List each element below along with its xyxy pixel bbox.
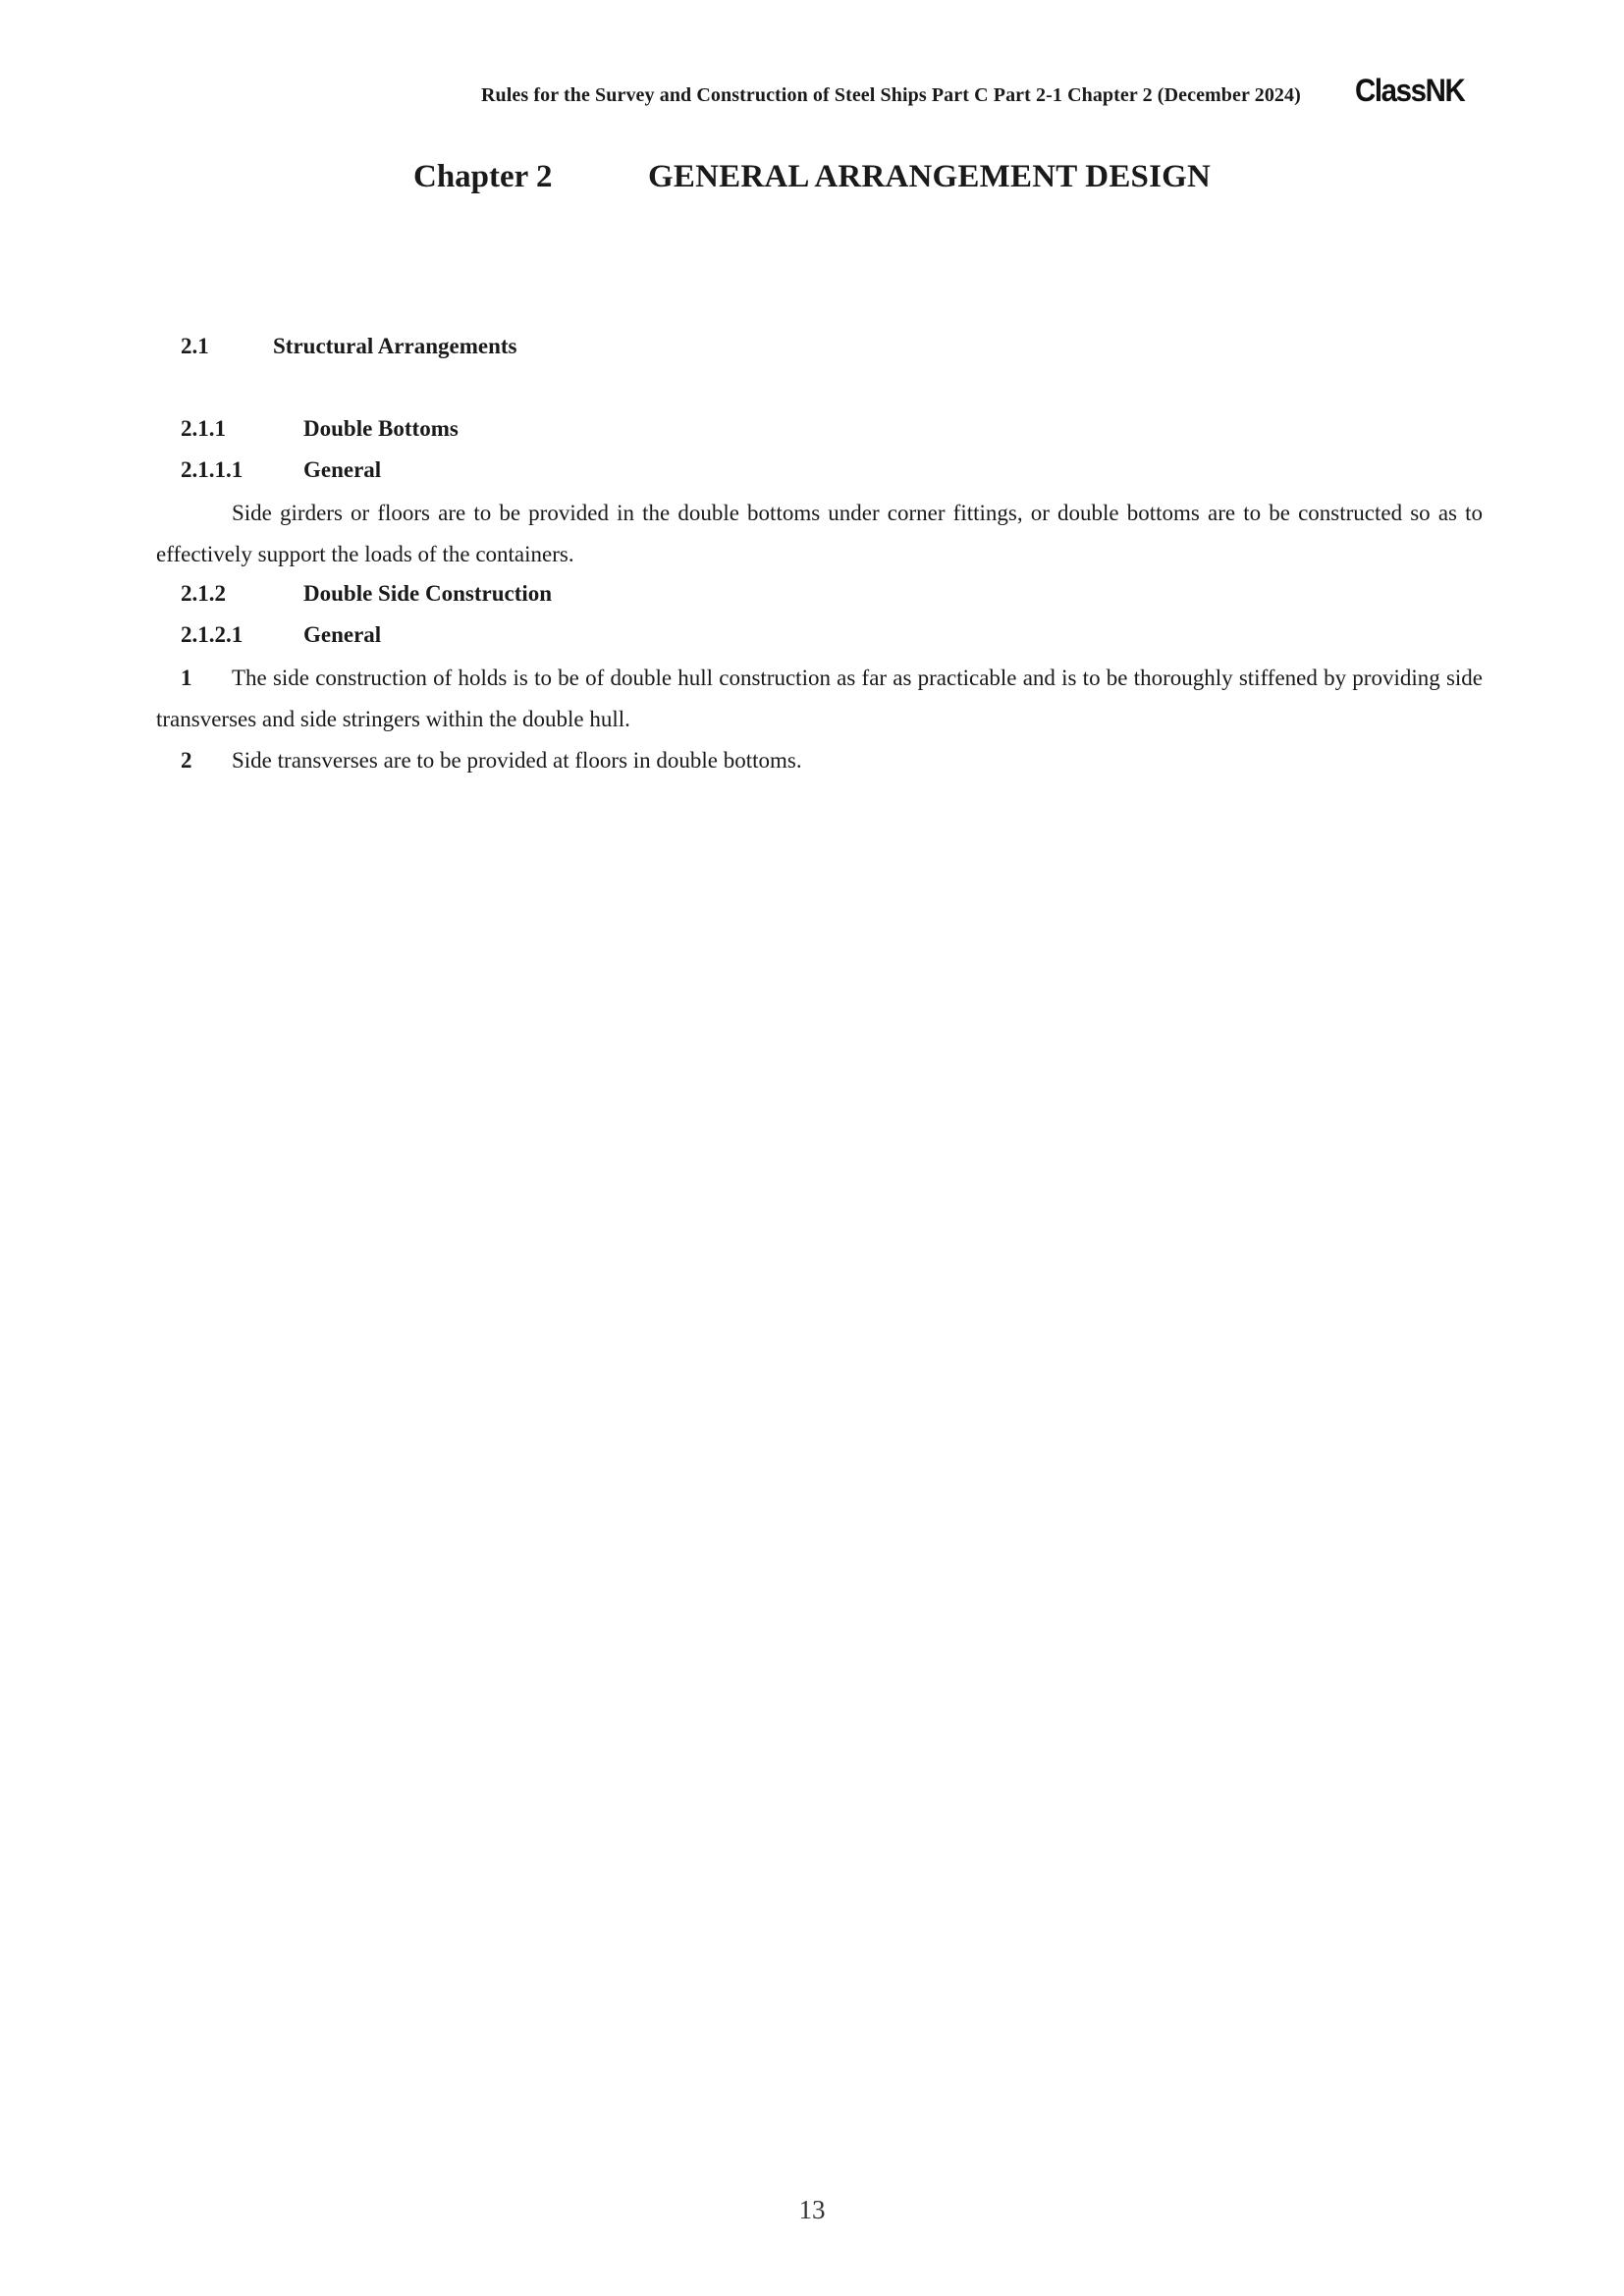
paragraph: Side girders or floors are to be provided in the double bottoms under corner fittings, or double bottoms are to be constructed so as to effectively support the loads of the containers.: [156, 501, 1483, 566]
subsubsection-title: General: [303, 457, 382, 482]
page-number: 13: [798, 2195, 826, 2224]
subsection-number: 2.1.1: [181, 416, 226, 441]
subsection-number: 2.1.2: [181, 581, 226, 606]
chapter-title: GENERAL ARRANGEMENT DESIGN: [648, 159, 1212, 194]
running-header: Rules for the Survey and Construction of Steel Ships Part C Part 2-1 Chapter 2 (December 2024): [481, 84, 1301, 106]
subsubsection-number: 2.1.2.1: [181, 622, 244, 647]
numbered-paragraph: [156, 740, 1483, 781]
paragraph-number: 1: [181, 666, 192, 690]
chapter-number: Chapter 2: [413, 159, 553, 194]
subsection-title: Double Bottoms: [303, 416, 459, 441]
section-number: 2.1: [181, 334, 209, 358]
subsubsection-title: General: [303, 622, 382, 647]
subsubsection-number: 2.1.1.1: [181, 457, 244, 482]
subsection-title: Double Side Construction: [303, 581, 553, 606]
paragraph-number: 2: [181, 748, 192, 773]
paragraph-text: Side transverses are to be provided at floors in double bottoms.: [232, 748, 802, 773]
numbered-paragraph: [156, 658, 1483, 740]
classnk-logo: ClassNK: [1355, 73, 1465, 108]
paragraph-text: The side construction of holds is to be of double hull construction as far as practicable and is to be thoroughly stiffened by providing side transverses and side stringers within the double hull.: [156, 666, 1483, 731]
section-title: Structural Arrangements: [273, 334, 517, 358]
